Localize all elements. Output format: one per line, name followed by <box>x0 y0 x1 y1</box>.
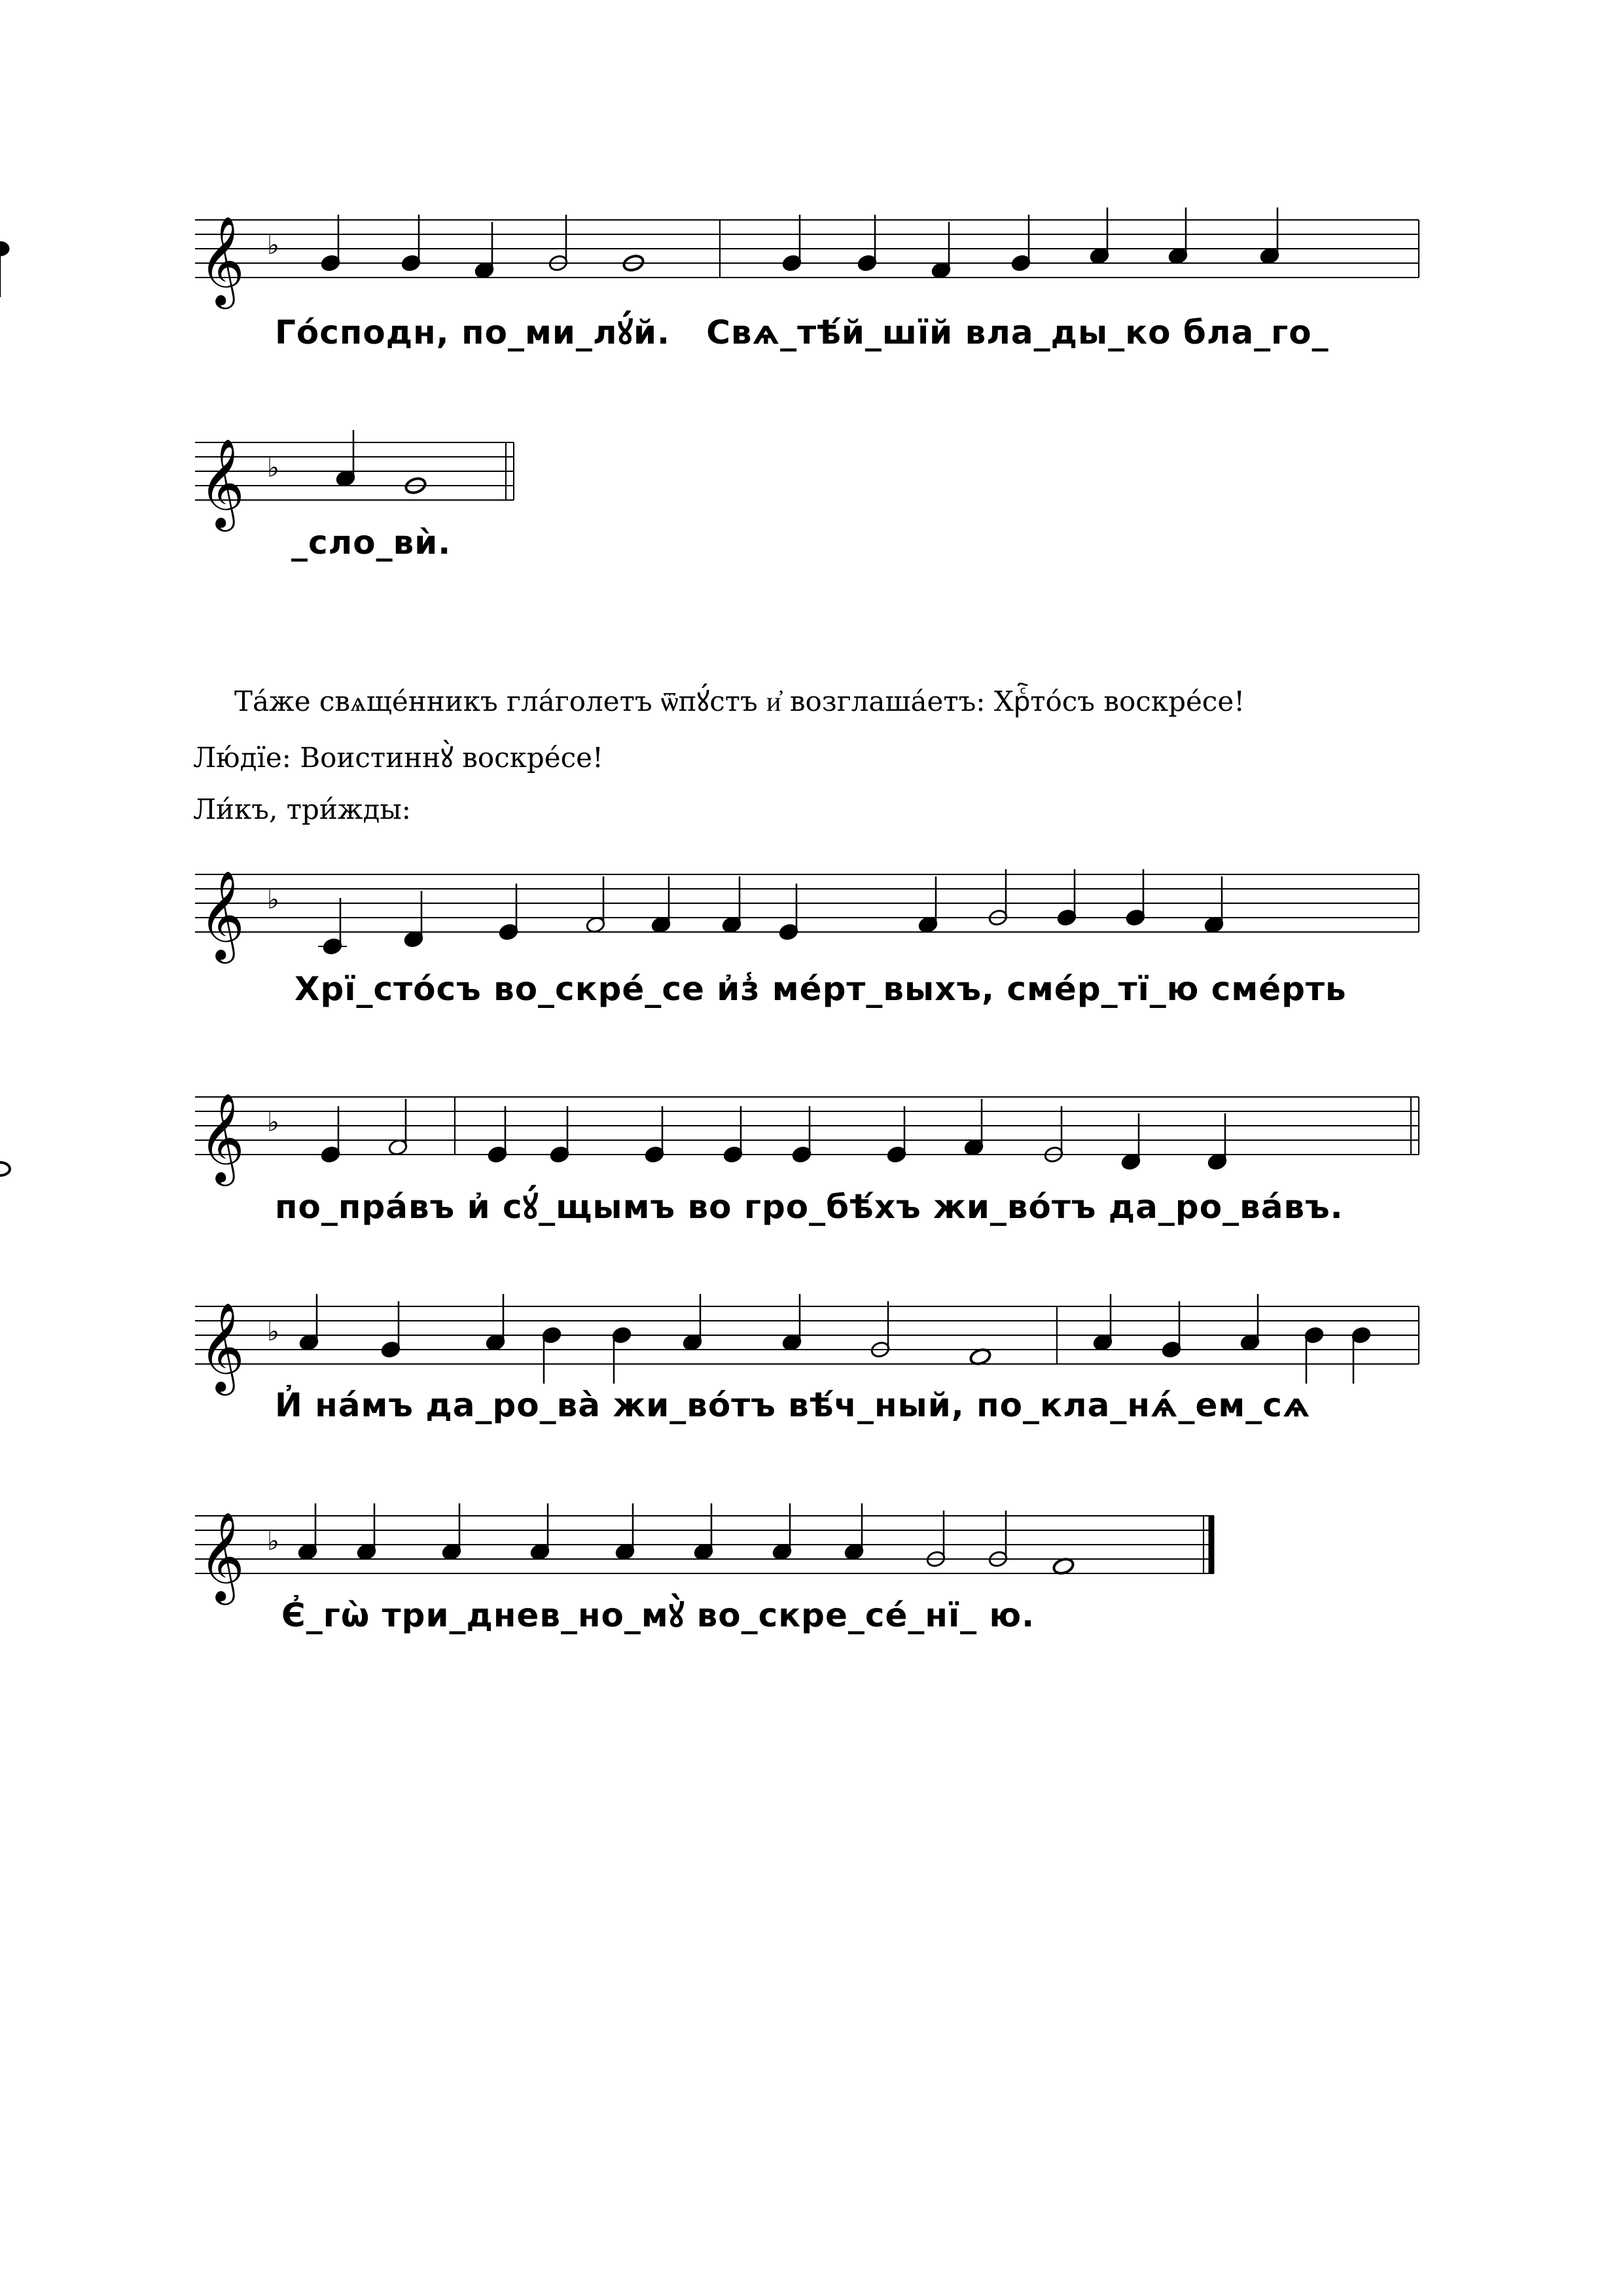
treble-clef: 𝄞 <box>199 1301 245 1391</box>
treble-clef: 𝄞 <box>199 1511 245 1601</box>
lyrics-line-3: Хрї_сто́съ во_скре́_се и҆з̾ ме́рт_выхъ, сме́р_тї_ю сме́рть <box>294 970 1347 1008</box>
note-head <box>0 242 9 255</box>
staff-system-1 <box>0 196 1623 305</box>
flat-key-signature: ♭ <box>267 1107 279 1138</box>
flat-key-signature: ♭ <box>267 1526 279 1556</box>
staff-system-6 <box>0 1492 1623 1601</box>
staff-system-3 <box>0 851 1623 960</box>
flat-key-signature: ♭ <box>267 230 279 260</box>
lyrics-line-2: _сло_вѝ. <box>291 524 452 562</box>
treble-clef: 𝄞 <box>199 1092 245 1182</box>
lyrics-line-4: по_пра́въ и҆ сꙋ́_щымъ во гро_бѣ́хъ жи_во́тъ да_ро_ва́въ. <box>275 1188 1344 1226</box>
rubric-choir: Ли́къ, три́жды: <box>193 793 411 825</box>
lyrics-line-6: Є҆_гѡ̀ три_днев_но_мꙋ̀ во_скре_се́_нї_ ю. <box>281 1596 1035 1634</box>
staff-system-2 <box>0 419 1623 528</box>
treble-clef: 𝄞 <box>199 437 245 528</box>
staff-system-5 <box>0 1283 1623 1391</box>
rubric-people: Лю́дїе: Воистиннꙋ̀ воскре́се! <box>193 742 603 774</box>
rubric-priest: Та́же свѧще́нникъ гла́голетъ ѿпꙋ́стъ и҆ возглаша́етъ: Хрⷭ҇то́съ воскре́се! <box>234 685 1245 717</box>
flat-key-signature: ♭ <box>267 453 279 483</box>
note-head <box>0 1162 10 1175</box>
lyrics-line-1: Го́сподн, по_ми_лꙋ́й. Свѧ_тѣ́й_шїй вла_ды_ко бла_го_ <box>275 314 1329 351</box>
treble-clef: 𝄞 <box>199 869 245 960</box>
lyrics-line-5: И҆ на́мъ да_ро_ва̀ жи_во́тъ вѣ́ч_ный, по_кла_нѧ́_ем_сѧ <box>275 1386 1311 1424</box>
flat-key-signature: ♭ <box>267 885 279 915</box>
flat-key-signature: ♭ <box>267 1317 279 1347</box>
staff-system-4 <box>0 1073 1623 1182</box>
treble-clef: 𝄞 <box>199 215 245 305</box>
